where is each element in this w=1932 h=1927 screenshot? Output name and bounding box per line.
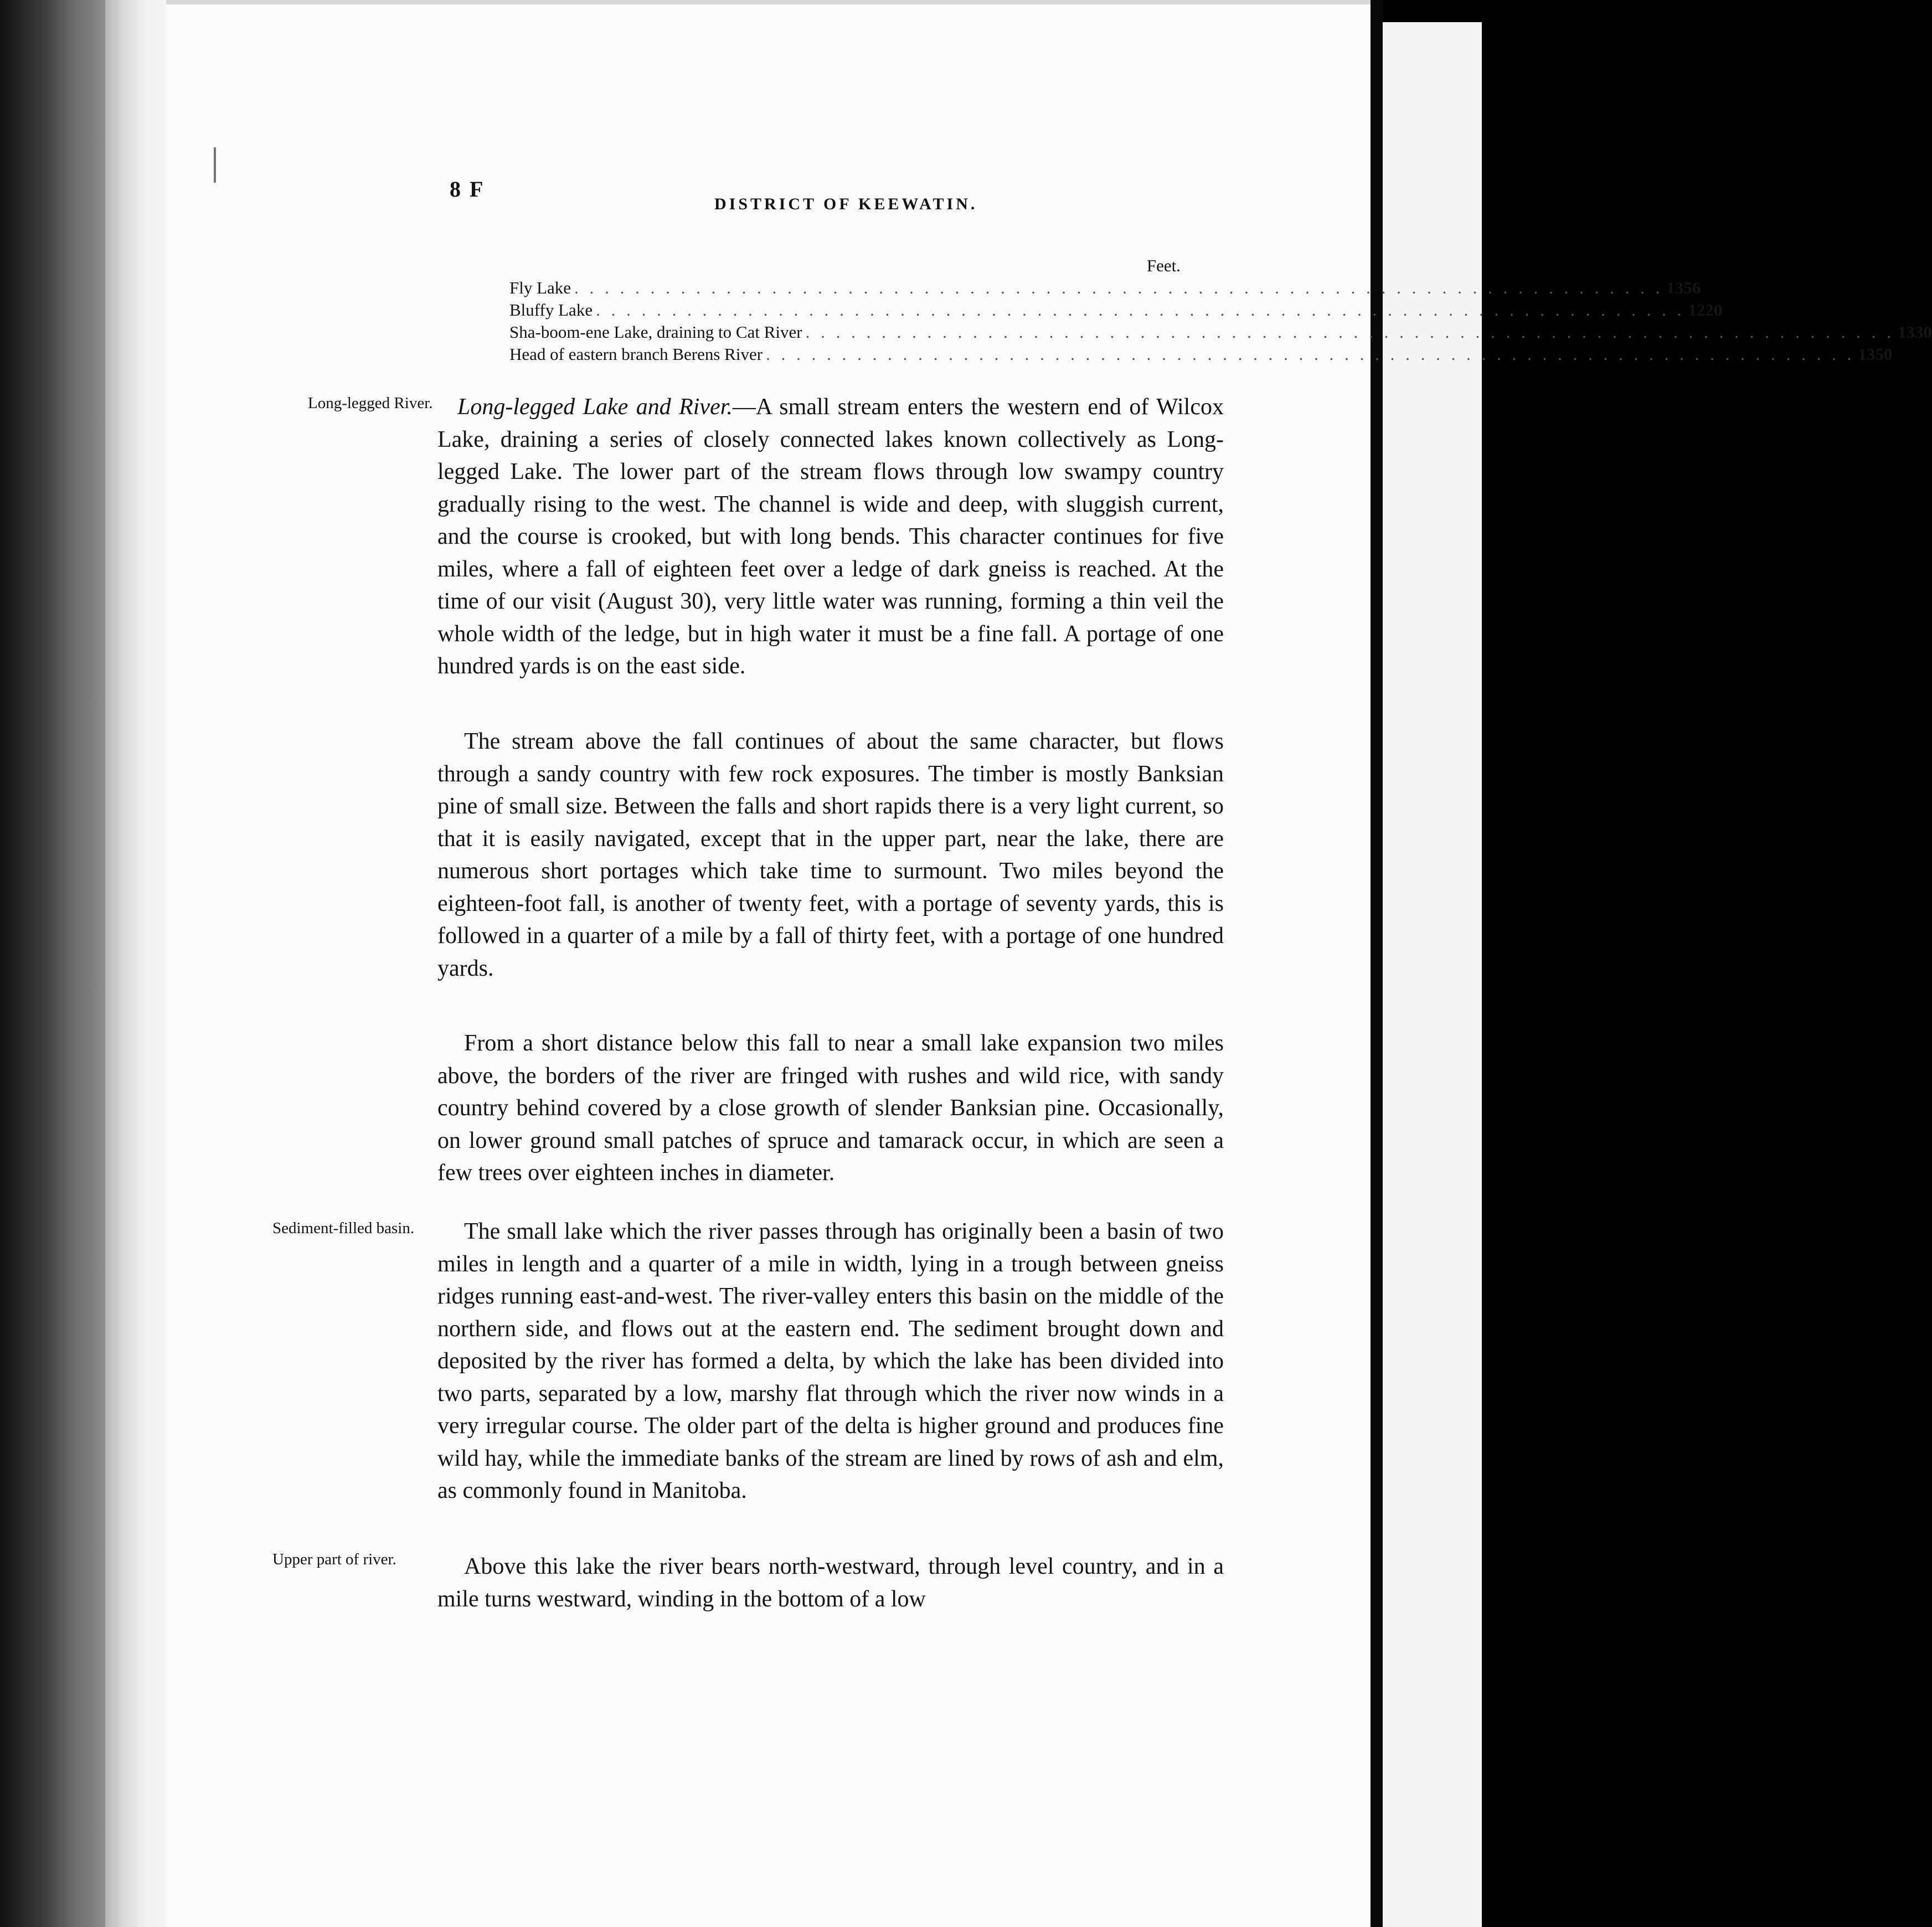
paragraph-run-in-heading: Long-legged Lake and River. [457, 394, 733, 420]
sidenote-sediment-filled-basin: Sediment-filled basin. [272, 1219, 415, 1237]
elevation-row [509, 277, 1701, 299]
leader-dots: . . . . . . . . . . . . . . . . . . . . . . . . . . . . . . . . . . . . . . . . . . . . . . . . . . . . . . . . . . . . . . . . . . . . . . . . [596, 300, 1685, 320]
paragraph-upper-river [437, 1550, 1224, 1615]
elevation-value: 1220 [1688, 300, 1723, 320]
paragraph-long-legged-lake [437, 391, 1224, 683]
elevation-value: 1330 [1897, 322, 1932, 342]
page-number: 8 F [450, 177, 485, 202]
book-gutter [0, 0, 105, 1927]
elevation-table [509, 255, 1932, 365]
sidenote-long-legged-river: Long-legged River. [308, 394, 433, 412]
paragraph-text: Above this lake the river bears north-westward, through level country, and in a mile turns westward, winding in the bottom of a low [437, 1554, 1224, 1612]
paragraph-text: —A small stream enters the western end of Wilcox Lake, draining a series of closely connected lakes known collectively as Long-legged Lake. The lower part of the stream flows through low swampy country gradually rising to the west. The channel is wide and deep, with sluggish current, and the course is crooked, but with long bends. This character continues for five miles, where a fall of eighteen feet over a ledge of dark gneiss is reached. At the time of our visit (August 30), very little water was running, forming a thin veil the whole width of the ledge, but in high water it must be a fine fall. A portage of one hundred yards is on the east side. [437, 394, 1224, 679]
margin-mark [214, 147, 216, 183]
elevation-name: Fly Lake [509, 278, 571, 297]
sidenote-upper-part-of-river: Upper part of river. [272, 1550, 396, 1568]
elevation-row [509, 321, 1932, 343]
paragraph-small-lake-basin [437, 1215, 1224, 1507]
elevation-value: 1350 [1858, 344, 1893, 364]
elevation-name: Head of eastern branch Berens River [509, 344, 763, 364]
paragraph-stream-above-fall [437, 725, 1224, 985]
elevation-name: Sha-boom-ene Lake, draining to Cat River [509, 322, 802, 342]
running-title: DISTRICT OF KEEWATIN. [714, 195, 978, 213]
paragraph-text: The stream above the fall continues of about the same character, but flows through a sandy country with few rock exposures. The timber is mostly Banksian pine of small size. Between the falls and short rapids there is a very light current, so that it is easily navigated, except that in the upper part, near the lake, there are numerous short portages which take time to surmount. Two miles beyond the eighteen-foot fall, is another of twenty feet, with a portage of seventy yards, this is followed in a quarter of a mile by a fall of thirty feet, with a portage of one hundred yards. [437, 729, 1224, 981]
elevation-name: Bluffy Lake [509, 300, 593, 320]
paragraph-river-borders [437, 1027, 1224, 1189]
page-top-edge [166, 0, 1371, 4]
page-edges [105, 0, 166, 1927]
elevation-value: 1356 [1666, 278, 1701, 297]
paragraph-text: The small lake which the river passes through has originally been a basin of two miles in length and a quarter of a mile in width, lying in a trough between gneiss ridges running east-and-west. The river-valley enters this basin on the middle of the northern side, and flows out at the eastern end. The sediment brought down and deposited by the river has formed a delta, by which the lake has been divided into two parts, separated by a low, marshy flat through which the river now winds in a very irregular course. The older part of the delta is higher ground and produces fine wild hay, while the immediate banks of the stream are lined by rows of ash and elm, as commonly found in Manitoba. [437, 1219, 1224, 1503]
elevation-row [509, 343, 1893, 365]
elevation-unit-label: Feet. [1146, 256, 1181, 275]
paragraph-text: From a short distance below this fall to near a small lake expansion two miles above, the borders of the river are fringed with rushes and wild rice, with sandy country behind covered by a close growth of slender Banksian pine. Occasionally, on lower ground small patches of spruce and tamarack occur, in which are seen a few trees over eighteen inches in diameter. [437, 1031, 1224, 1186]
leader-dots: . . . . . . . . . . . . . . . . . . . . . . . . . . . . . . . . . . . . . . . . . . . . . . . . . . . . . . . . . . . . . . . . . . . . . . . . [574, 278, 1663, 297]
leader-dots: . . . . . . . . . . . . . . . . . . . . . . . . . . . . . . . . . . . . . . . . . . . . . . . . . . . . . . . . . . . . . . . . . . . . . . . . [766, 344, 1855, 364]
leader-dots: . . . . . . . . . . . . . . . . . . . . . . . . . . . . . . . . . . . . . . . . . . . . . . . . . . . . . . . . . . . . . . . . . . . . . . . . [805, 322, 1894, 342]
elevation-row [509, 299, 1723, 321]
